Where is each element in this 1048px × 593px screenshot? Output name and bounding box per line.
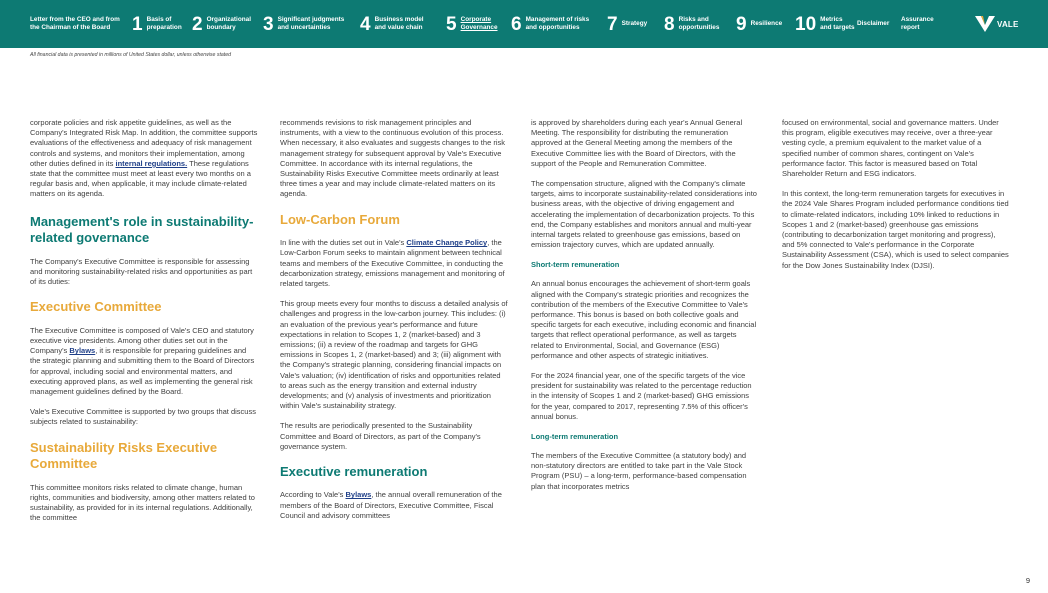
nav-item-boundary[interactable]	[192, 0, 251, 48]
nav-item-judgments[interactable]	[263, 0, 344, 48]
nav-number: 1	[132, 13, 143, 35]
nav-item-strategy[interactable]	[607, 0, 647, 48]
nav-number: 9	[736, 13, 747, 35]
column-3	[531, 118, 759, 492]
column-4	[782, 118, 1010, 281]
nav-item-metrics[interactable]	[795, 0, 855, 48]
paragraph: is approved by shareholders during each year's Annual General Meeting. The responsibility for distributing the remuneration approved at the General Meeting among the members of the Executive Committee lies with the Board of Directors, with the support of the People and Remuneration Committee.	[531, 118, 743, 168]
nav-label: Assurance report	[901, 16, 934, 31]
paragraph: The Executive Committee is composed of Vale's CEO and statutory executive vice presidents. Among other duties set out in the Company's Bylaws, it is responsible for preparing guidelines and the strategic planning and submitting them to the Board of Directors for approval, including social and environmental matters, and executing approved plans, as well as implementing the general risk management guidelines defined by the Board.	[30, 325, 255, 396]
nav-label: Resilience	[750, 20, 783, 27]
paragraph: corporate policies and risk appetite guidelines, as well as the Company's Integrated Risk Map. In addition, the committee supports evaluations of the effectiveness and adequacy of risk management controls and systems, and monitors their implementation, among other duties defined in its internal regulations. These regulations state that the committee must meet at least every two months on a regular basis and, when applicable, it may include climate-related matters on its agenda.	[30, 118, 258, 199]
heading-long-term-remuneration: Long-term remuneration	[531, 432, 619, 442]
nav-item-risks-management[interactable]	[511, 0, 589, 48]
paragraph: The results are periodically presented to the Sustainability Committee and Board of Directors, as part of the Company's governance system.	[280, 421, 481, 451]
nav-label: Risks and opportunities	[678, 16, 720, 31]
heading-executive-remuneration: Executive remuneration	[280, 463, 428, 479]
heading-low-carbon-forum: Low-Carbon Forum	[280, 211, 400, 227]
internal-regulations-link[interactable]: internal regulations.	[115, 158, 188, 168]
nav-item-basis[interactable]	[132, 0, 182, 48]
bylaws-link[interactable]: Bylaws	[345, 490, 372, 500]
paragraph: For the 2024 financial year, one of the specific targets of the vice president for sustainability was related to the percentage reduction in the intensity of Scopes 1 and 2 (market-based) GHG emissions for the year, compared to 2017, representing 7.5% of this officer's annual bonus.	[531, 371, 752, 421]
nav-label: Metrics and targets	[820, 16, 855, 31]
vale-logo-icon	[975, 16, 995, 32]
nav-number: 7	[607, 13, 618, 35]
heading-management-role: Management's role in sustainability-related governance	[30, 213, 254, 246]
financial-data-note: All financial data is presented in millions of United States dollar, unless otherwise stated	[30, 52, 231, 58]
paragraph: focused on environmental, social and governance matters. Under this program, eligible executives may receive, over a three-year vesting cycle, a premium equivalent to the market value of a specified number of common shares, contingent on Vale's performance factor. This factor is measured based on Total Shareholder Return and ESG indicators.	[782, 118, 999, 179]
nav-number: 6	[511, 13, 522, 35]
nav-label: Significant judgments and uncertainties	[277, 16, 345, 31]
vale-logo[interactable]	[975, 16, 1019, 32]
nav-number: 2	[192, 13, 203, 35]
paragraph: Vale's Executive Committee is supported by two groups that discuss subjects related to sustainability:	[30, 407, 256, 427]
nav-number: 4	[360, 13, 371, 35]
nav-number: 3	[263, 13, 274, 35]
paragraph: recommends revisions to risk management principles and instruments, with a view to the continuous evolution of this process. When necessary, it also evaluates and suggests changes to the risk management strategy for subsequent approval by Vale's Executive Committee. In accordance with its internal regulations, the Sustainability Risks Executive Committee meets ordinarily at least three times a year and may include climate-related matters on its agenda.	[280, 118, 505, 199]
top-nav-bar	[0, 0, 1048, 48]
nav-item-business-model[interactable]	[360, 0, 424, 48]
page-number: 9	[1025, 576, 1030, 585]
paragraph: In this context, the long-term remuneration targets for executives in the 2024 Vale Shares Program included performance conditions tied to climate-related indicators, including 10% linked to reductions in Scopes 1 and 2 (market-based) greenhouse gas emissions (contributing to decarbonization target monitoring and progress), and 5% connected to Vale's performance in the Corporate Sustainability Assessment (CSA), which is used to select companies for the Dow Jones Sustainability Index (DJSI).	[782, 189, 1009, 270]
heading-short-term-remuneration: Short-term remuneration	[531, 260, 620, 270]
logo-text: VALE	[997, 19, 1019, 29]
nav-label: Letter from the CEO and from the Chairman of the Board	[30, 16, 120, 31]
nav-label: Strategy	[621, 20, 648, 27]
nav-label: Corporate Governance	[460, 16, 498, 31]
nav-item-resilience[interactable]	[736, 0, 782, 48]
nav-label: Organizational boundary	[206, 16, 251, 31]
nav-label: Business model and value chain	[374, 16, 424, 31]
climate-change-policy-link[interactable]: Climate Change Policy	[406, 238, 488, 248]
paragraph: According to Vale's Bylaws, the annual overall remuneration of the members of the Board of Directors, Executive Committee, Fiscal Council and advisory committees	[280, 490, 502, 520]
heading-sustainability-risks-committee: Sustainability Risks Executive Committee	[30, 439, 218, 472]
nav-item-risks-opportunities[interactable]	[664, 0, 719, 48]
nav-label: Basis of preparation	[146, 16, 182, 31]
nav-item-letter[interactable]	[30, 0, 120, 48]
paragraph: The Company's Executive Committee is responsible for assessing and monitoring sustainability-related risks and opportunities as part of its duties:	[30, 256, 253, 287]
paragraph: This group meets every four months to discuss a detailed analysis of challenges and progress in the low-carbon journey. This includes: (i) an evaluation of the previous year's performance and future expectations in relation to Scopes 1, 2 (market-based) and 3 emissions; (ii) a review of the roadmap and targets for GHG emissions in Scopes 1, 2 (market-based) and 3; (iii) alignment with the Company's strategic planning, considering financial impacts on Vale's valuation; (iv) identification of risks and opportunities related to areas such as the energy transition and external industry developments; and (v) analysis of investments and prioritization within Vale's sustainability strategy.	[280, 299, 508, 411]
nav-number: 10	[795, 13, 817, 35]
paragraph: The compensation structure, aligned with the Company's climate targets, aims to incorporate sustainability-related considerations into business areas, with the objective of driving engagement and accelerating the implementation of decarbonization projects. To this end, the Company establishes and monitors annual and multi-year internal targets related to greenhouse gas emissions, based on emission trajectory curves, which are updated annually.	[531, 179, 757, 250]
column-2	[280, 118, 508, 521]
nav-number: 8	[664, 13, 675, 35]
paragraph: An annual bonus encourages the achievement of short-term goals aligned with the Company's strategic priorities and recognizes the contribution of the members of the Executive Committee to Vale's performance. This bonus is based on both collective goals and specific targets for each executive, including economic and financial targets that reflect operational performance, as well as targets related to Environmental, Social, and Governance (ESG) performance and other aspects of strategic initiatives.	[531, 279, 757, 360]
nav-label: Disclaimer	[857, 20, 890, 27]
paragraph: The members of the Executive Committee (a statutory body) and non-statutory directors are entitled to take part in the Vale Stock Program (PSU) – a long-term, performance-based compensation plan that incorporates metrics	[531, 451, 747, 491]
nav-label: Management of risks and opportunities	[525, 16, 590, 31]
paragraph: In line with the duties set out in Vale's Climate Change Policy, the Low-Carbon Forum seeks to maintain alignment between technical teams and members of the Executive Committee, in conducting the decarbonization strategy, emissions management and monitoring of related targets.	[280, 238, 505, 288]
column-1	[30, 118, 258, 523]
nav-number: 5	[446, 13, 457, 35]
bylaws-link[interactable]: Bylaws	[69, 346, 96, 356]
nav-item-disclaimer[interactable]	[857, 0, 889, 48]
nav-item-assurance[interactable]	[901, 0, 934, 48]
paragraph: This committee monitors risks related to climate change, human rights, communities and biodiversity, among other matters related to sustainability, as provided for in its internal regulations. Additionally, the committee	[30, 482, 255, 523]
nav-item-governance[interactable]	[446, 0, 498, 48]
heading-executive-committee: Executive Committee	[30, 299, 162, 315]
